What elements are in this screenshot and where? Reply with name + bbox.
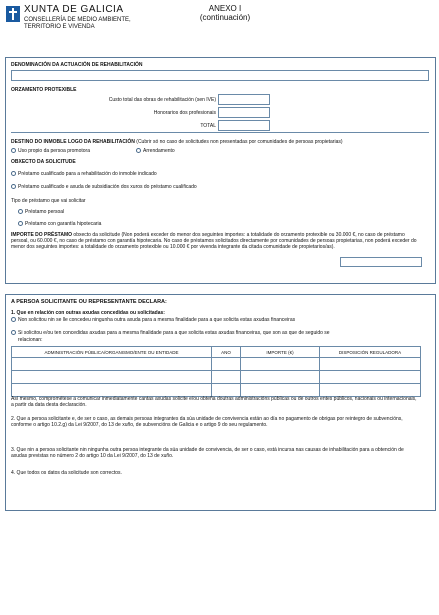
budget-total-field[interactable] <box>218 120 270 131</box>
option-object-loan-subsidy: Préstamo cualificado e axuda de subsidiación dos xuros do préstamo cualificado <box>18 184 197 190</box>
annex-subtitle: (continuación) <box>199 13 251 22</box>
radio-object-loan-subsidy[interactable] <box>11 184 16 189</box>
table-cell[interactable] <box>12 358 212 371</box>
radio-personal-loan[interactable] <box>18 209 23 214</box>
radio-own-use[interactable] <box>11 148 16 153</box>
commitment-text: Así mesmo, comprométese a comunicar inmediatamente cantas axudas solicite e/ou obteña doutras administracións públicas ou de outros entes públicos, nacionais ou internacionais, a partir da data desta declaración. <box>11 396 417 408</box>
table-row <box>12 358 421 371</box>
option-rental: Arrendamento <box>143 148 175 154</box>
budget-works-label: Custo total das obras de rehabilitación (sen IVE) <box>108 97 216 103</box>
destination-heading: DESTINO DO INMOBLE LOGO DA REHABILITACIÓN (Cubrir só no caso de solicitudes non presentadas por comunidades de persoas propietarias) <box>11 139 343 145</box>
loan-type-label: Tipo de préstamo que vai solicitar <box>11 198 86 204</box>
denomination-label: DENOMINACIÓN DA ACTUACIÓN DE REHABILITACIÓN <box>11 62 143 68</box>
table-cell[interactable] <box>12 384 212 397</box>
option-personal-loan: Préstamo persoal <box>25 209 65 215</box>
declaration-item4: 4. Que todos os datos da solicitude son correctos. <box>11 470 122 476</box>
annex-title: ANEXO I <box>208 4 242 13</box>
col-amount: IMPORTE (€) <box>241 347 320 358</box>
col-year: ANO <box>212 347 241 358</box>
budget-total-label: TOTAL <box>200 123 216 129</box>
other-aid-table <box>11 346 421 397</box>
table-cell[interactable] <box>241 384 320 397</box>
radio-object-loan[interactable] <box>11 171 16 176</box>
col-administration: ADMINISTRACIÓN PÚBLICA/ORGANISMO/ENTE OU ENTIDADE <box>12 347 212 358</box>
radio-rental[interactable] <box>136 148 141 153</box>
declaration-item2: 2. Que a persoa solicitante e, de ser o caso, as demais persoas integrantes da súa unidade de convivencia están ao día no pagamento de obrigas por reintegro de subvencións, conforme o artigo 10.2.g) da Lei 9/2007, do 13 de xuño, de subvencións de Galicia e o artigo 9 do seu regulamento. <box>11 416 403 428</box>
department-line1: CONSELLERÍA DE MEDIO AMBIENTE, <box>24 17 131 23</box>
table-cell[interactable] <box>320 358 421 371</box>
table-row <box>12 371 421 384</box>
option-no-other-aid: Non solicitou nin se lle concedeu ningunha outra axuda para a mesma finalidade para a que solicita estas axudas financeiras <box>18 317 296 323</box>
xunta-logo-icon <box>6 6 20 22</box>
declaration-item3: 3. Que nin a persoa solicitante nin ningunha outra persoa integrante da súa unidade de convivencia, de ser o caso, está incursa nas causas de inhabilitación para a obtención de axudas previstas no número 2 do artigo 10 da Lei 9/2007, do 13 de xuño. <box>11 447 404 459</box>
table-cell[interactable] <box>212 384 241 397</box>
table-cell[interactable] <box>212 371 241 384</box>
table-cell[interactable] <box>241 371 320 384</box>
table-cell[interactable] <box>212 358 241 371</box>
table-cell[interactable] <box>12 371 212 384</box>
option-has-other-aid: Si solicitou e/ou ten concedidas axudas para a mesma finalidade para a que solicita estas axudas financeiras, que son as que de seguido se <box>18 330 330 336</box>
loan-amount-text: IMPORTE DO PRÉSTAMO obxecto da solicitude (Non poderá exceder do menor dos seguintes importes: a totalidade do orzamento protexible ou 30.000 €, no caso de préstamo persoal, ou 60.000 €, no caso de préstamo con garantía hipotecaria. No caso de préstamos solicitados directamente por comunidades de persoas propietarias, non poderá exceder do menor dos seguintes importes: a totalidade do orzamento protexible ou 10.000 € por vivenda integrante da citada comunidade de propietarios/as). <box>11 232 417 250</box>
radio-has-other-aid[interactable] <box>11 330 16 335</box>
department-line2: TERRITORIO E VIVENDA <box>24 24 95 30</box>
denomination-field[interactable] <box>11 70 429 81</box>
radio-no-other-aid[interactable] <box>11 317 16 322</box>
loan-amount-field[interactable] <box>340 257 422 267</box>
radio-mortgage-loan[interactable] <box>18 221 23 226</box>
option-object-loan: Préstamo cualificado para a rehabilitación do inmoble indicado <box>18 171 157 177</box>
table-cell[interactable] <box>241 358 320 371</box>
option-mortgage-loan: Préstamo con garantía hipotecaria <box>25 221 102 227</box>
declaration-title: A PERSOA SOLICITANTE OU REPRESENTANTE DECLARA: <box>11 299 167 305</box>
declaration-item1: 1. Que en relación con outras axudas concedidas ou solicitadas: <box>11 310 165 316</box>
brand-name: XUNTA DE GALICIA <box>24 4 124 15</box>
table-row <box>12 384 421 397</box>
option-has-other-aid-cont: relacionan: <box>18 337 43 343</box>
table-cell[interactable] <box>320 384 421 397</box>
table-cell[interactable] <box>320 371 421 384</box>
budget-fees-label: Honorarios dos profesionais <box>153 110 216 116</box>
budget-label: ORZAMENTO PROTEXIBLE <box>11 87 77 93</box>
col-regulation: DISPOSICIÓN REGULADORA <box>320 347 421 358</box>
budget-fees-field[interactable] <box>218 107 270 118</box>
divider <box>11 132 429 133</box>
budget-works-field[interactable] <box>218 94 270 105</box>
object-label: OBXECTO DA SOLICITUDE <box>11 159 76 165</box>
option-own-use: Uso propio da persoa promotora <box>18 148 90 154</box>
